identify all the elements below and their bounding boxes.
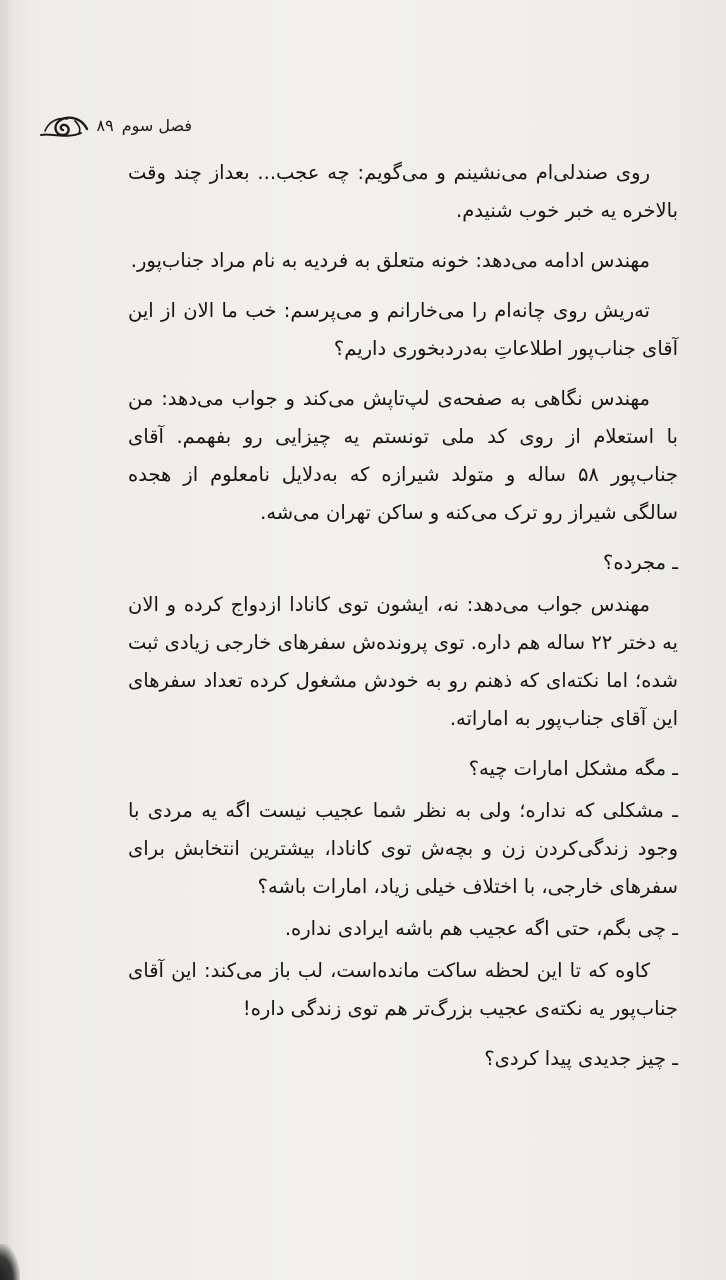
page-binding-shadow [0,0,14,1280]
chapter-title: فصل سوم [121,116,192,135]
page-body-text [128,154,678,1082]
swirl-ornament-icon [37,111,93,141]
dialog-line: ـ مشکلی که نداره؛ ولی به نظر شما عجیب نیست اگه یه مردی با وجود زندگی‌کردن زن و بچه‌ش توی کانادا، بیشترین انتخابش برای سفرهای خارجی، با اختلاف خیلی زیاد، امارات باشه؟ [128,799,678,898]
dialog-line: ـ مجرده؟ [603,551,678,574]
dialog-line: ـ چی بگم، حتی اگه عجیب هم باشه ایرادی نداره. [284,917,678,940]
corner-shadow [0,1244,20,1280]
page-header [37,106,193,146]
paragraph: مهندس نگاهی به صفحه‌ی لپ‌تاپش می‌کند و جواب می‌دهد: من با استعلام از روی کد ملی تونستم یه چیزایی رو بفهمم. آقای جناب‌پور ۵۸ ساله و متولد شیرازه که به‌دلایل نامعلوم از هجده سالگی شیراز رو ترک می‌کنه و ساکن تهران می‌شه. [128,387,679,524]
dialog-line: ـ چیز جدیدی پیدا کردی؟ [484,1047,678,1070]
paragraph: ته‌ریش روی چانه‌ام را می‌خارانم و می‌پرسم: خب ما الان از این آقای جناب‌پور اطلاعاتِ به‌دردبخوری داریم؟ [128,299,678,360]
paragraph: مهندس ادامه می‌دهد: خونه متعلق به فردیه به نام مراد جناب‌پور. [130,249,650,272]
paragraph: مهندس جواب می‌دهد: نه، ایشون توی کانادا ازدواج کرده و الان یه دختر ۲۲ ساله هم داره. توی پرونده‌ش سفرهای خارجی زیادی ثبت شده؛ اما نکته‌ای که ذهنم رو به خودش مشغول کرده تعداد سفرهای این آقای جناب‌پور به اماراته. [128,593,678,730]
dialog-line: ـ مگه مشکل امارات چیه؟ [468,757,678,780]
paragraph: روی صندلی‌ام می‌نشینم و می‌گویم: چه عجب... بعداز چند وقت بالاخره یه خبر خوب شنیدم. [128,161,678,222]
page-number: ۸۹ [96,116,114,135]
paragraph: کاوه که تا این لحظه ساکت مانده‌است، لب باز می‌کند: این آقای جناب‌پور یه نکته‌ی عجیب بزرگ‌تر هم توی زندگی داره! [128,959,678,1020]
